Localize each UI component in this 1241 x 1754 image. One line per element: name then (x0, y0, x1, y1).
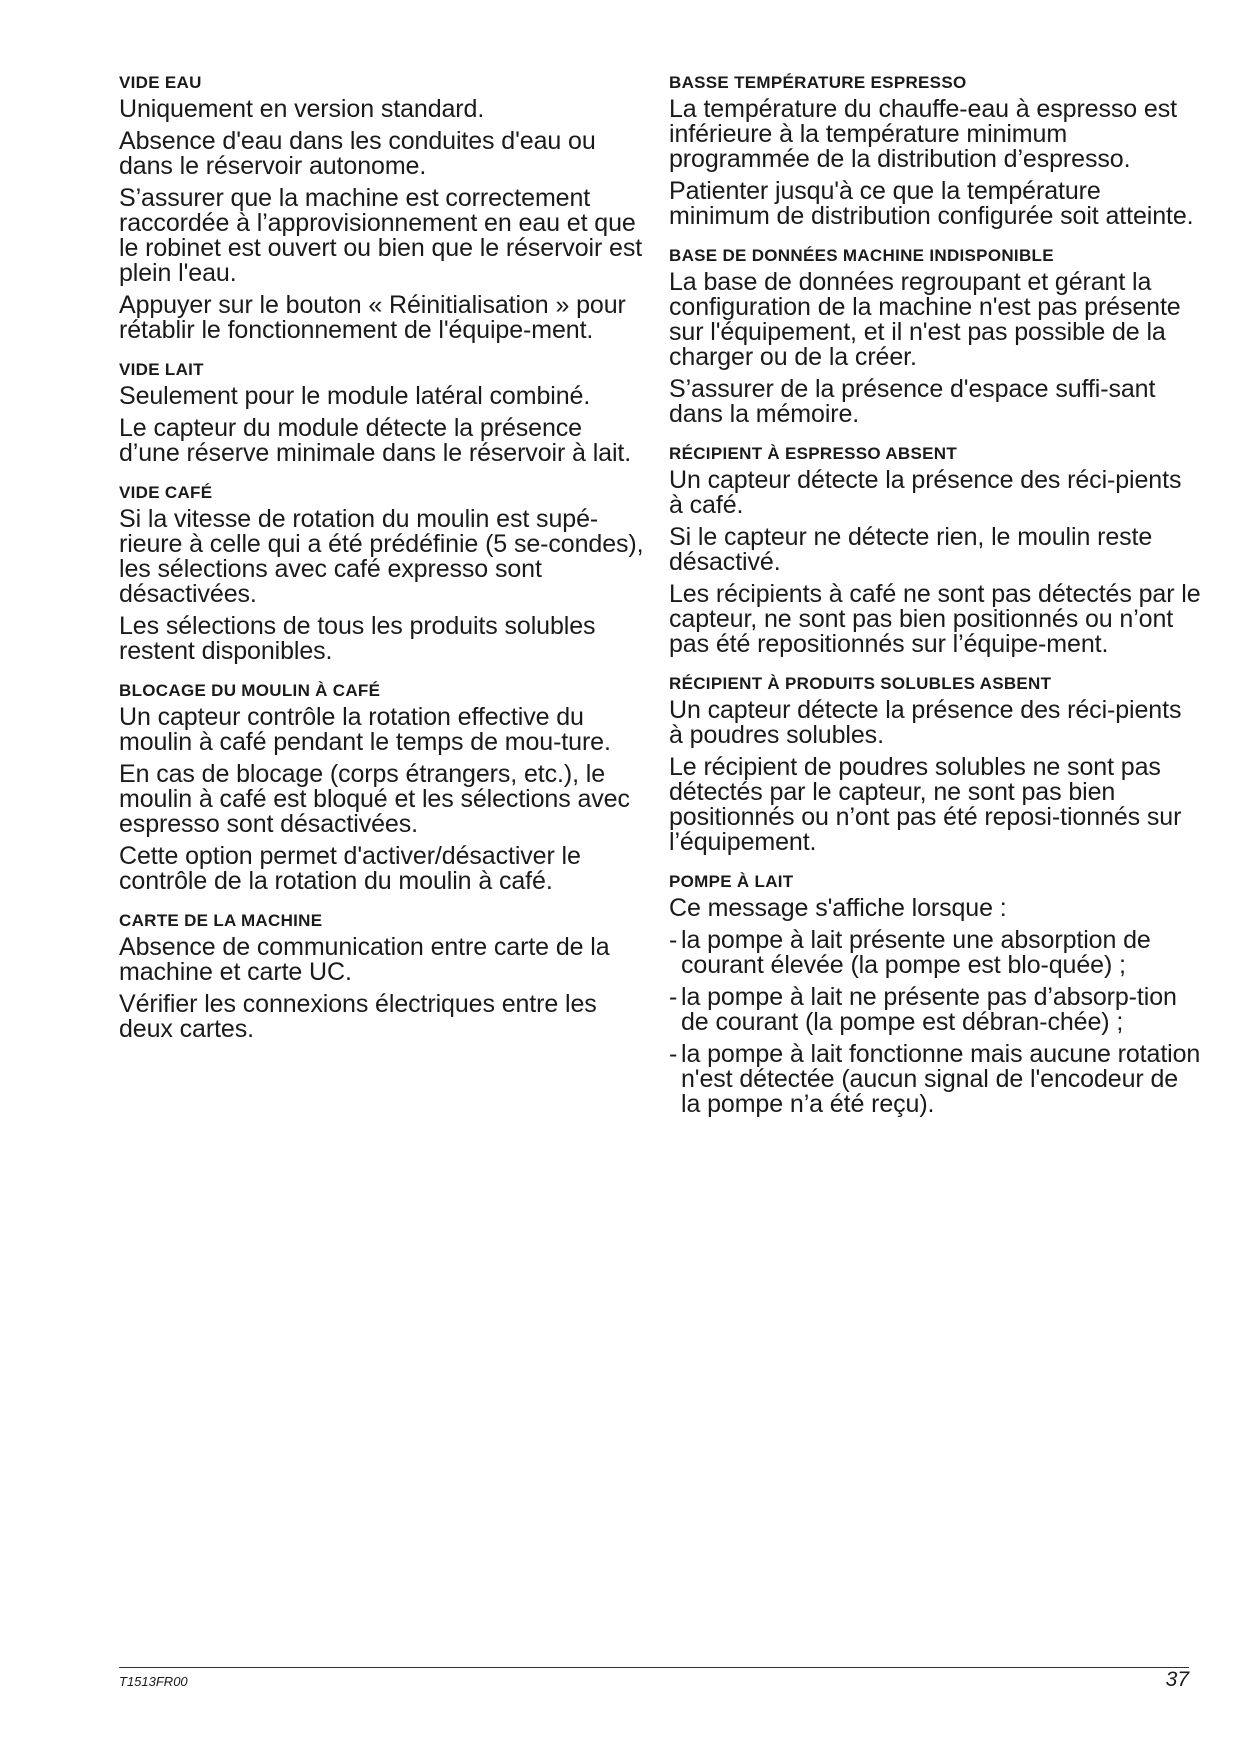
section (669, 871, 1201, 1117)
section (669, 673, 1201, 855)
paragraph: Patienter jusqu'à ce que la température minimum de distribution configurée soit atteinte. (669, 177, 1194, 230)
paragraph: Appuyer sur le bouton « Réinitialisation » pour rétablir le fonctionnement de l'équipe-ment. (119, 291, 626, 344)
section (669, 245, 1201, 427)
document-code: T1513FR00 (119, 1674, 188, 1689)
bullet-marker: - (669, 1040, 678, 1068)
section-title: RÉCIPIENT À ESPRESSO ABSENT (669, 444, 958, 463)
bullet-marker: - (669, 983, 678, 1011)
paragraph: S’assurer que la machine est correctement raccordée à l’approvisionnement en eau et que le robinet est ouvert ou bien que le réservoir est plein l'eau. (119, 184, 643, 287)
section-title: RÉCIPIENT À PRODUITS SOLUBLES ASBENT (669, 674, 1052, 693)
section (119, 680, 647, 894)
bullet-item (669, 1042, 1201, 1117)
section (119, 359, 647, 466)
paragraph: Si le capteur ne détecte rien, le moulin reste désactivé. (669, 523, 1153, 576)
section-title: VIDE CAFÉ (119, 483, 213, 502)
footer-divider (119, 1667, 1189, 1668)
bullet-text: la pompe à lait fonctionne mais aucune rotation n'est détectée (aucun signal de l'encodeur de la pompe n’a été reçu). (681, 1040, 1201, 1118)
section-title: BASSE TEMPÉRATURE ESPRESSO (669, 73, 967, 92)
section (669, 443, 1201, 657)
section-title: VIDE EAU (119, 73, 202, 92)
paragraph: Vérifier les connexions électriques entre les deux cartes. (119, 990, 597, 1043)
bullet-item (669, 985, 1201, 1035)
paragraph: Absence d'eau dans les conduites d'eau ou dans le réservoir autonome. (119, 127, 596, 180)
bullet-text: la pompe à lait présente une absorption de courant élevée (la pompe est blo-quée) ; (681, 926, 1151, 979)
page-number: 37 (1165, 1668, 1189, 1691)
paragraph: S’assurer de la présence d'espace suffi-sant dans la mémoire. (669, 375, 1156, 428)
section-title: BLOCAGE DU MOULIN À CAFÉ (119, 681, 381, 700)
paragraph: Seulement pour le module latéral combiné. (119, 382, 591, 410)
bullet-marker: - (669, 926, 678, 954)
paragraph: Ce message s'affiche lorsque : (669, 894, 1007, 922)
paragraph: En cas de blocage (corps étrangers, etc.), le moulin à café est bloqué et les sélections avec espresso sont désactivées. (119, 760, 630, 838)
section (119, 910, 647, 1042)
paragraph: Absence de communication entre carte de la machine et carte UC. (119, 933, 610, 986)
left-column (119, 72, 647, 1058)
section (669, 72, 1201, 229)
paragraph: La température du chauffe-eau à espresso est inférieure à la température minimum programmée de la distribution d’espresso. (669, 95, 1177, 173)
paragraph: Le récipient de poudres solubles ne sont pas détectés par le capteur, ne sont pas bien positionnés ou n’ont pas été reposi-tionnés sur l’équipement. (669, 753, 1182, 856)
paragraph: Un capteur détecte la présence des réci-pients à café. (669, 466, 1182, 519)
section-title: VIDE LAIT (119, 360, 204, 379)
paragraph: Si la vitesse de rotation du moulin est supé-rieure à celle qui a été prédéfinie (5 se-condes), les sélections avec café expresso sont désactivées. (119, 505, 644, 608)
paragraph: Uniquement en version standard. (119, 95, 485, 123)
right-column (669, 72, 1201, 1133)
section-title: CARTE DE LA MACHINE (119, 911, 323, 930)
section-title: BASE DE DONNÉES MACHINE INDISPONIBLE (669, 246, 1054, 265)
paragraph: Les récipients à café ne sont pas détectés par le capteur, ne sont pas bien positionnés ou n’ont pas été repositionnés sur l’équipe-ment. (669, 580, 1201, 658)
bullet-item (669, 928, 1201, 978)
bullet-text: la pompe à lait ne présente pas d’absorp-tion de courant (la pompe est débran-chée) ; (681, 983, 1177, 1036)
paragraph: Un capteur détecte la présence des réci-pients à poudres solubles. (669, 696, 1182, 749)
paragraph: Le capteur du module détecte la présence d’une réserve minimale dans le réservoir à lait. (119, 414, 632, 467)
paragraph: Un capteur contrôle la rotation effective du moulin à café pendant le temps de mou-ture. (119, 703, 611, 756)
section (119, 482, 647, 664)
paragraph: Cette option permet d'activer/désactiver le contrôle de la rotation du moulin à café. (119, 842, 581, 895)
section-title: POMPE À LAIT (669, 872, 794, 891)
paragraph: La base de données regroupant et gérant la configuration de la machine n'est pas présente sur l'équipement, et il n'est pas possible de la charger ou de la créer. (669, 268, 1181, 371)
section (119, 72, 647, 343)
paragraph: Les sélections de tous les produits solubles restent disponibles. (119, 612, 596, 665)
